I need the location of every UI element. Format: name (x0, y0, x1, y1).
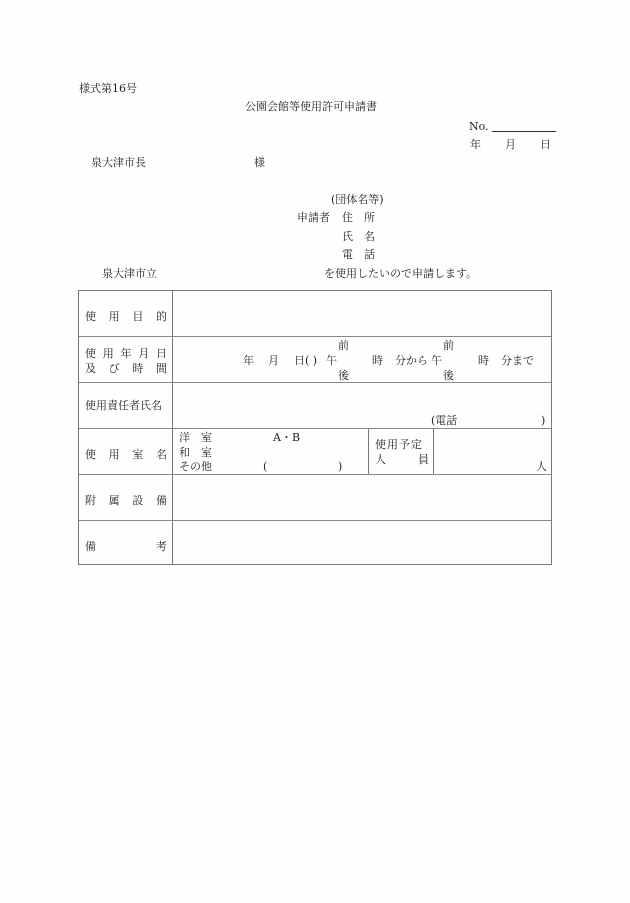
responsible-phone-open: (電話 (431, 414, 458, 427)
no-field-line (492, 120, 556, 132)
honorific: 様 (254, 156, 265, 169)
purpose-field[interactable] (173, 291, 551, 336)
am-label-1: 前 (338, 339, 349, 352)
pm-label-1: 後 (338, 369, 349, 382)
remarks-field[interactable] (173, 521, 551, 564)
responsible-person-label: 使用責任者氏名 (85, 399, 162, 412)
application-number[interactable] (469, 120, 556, 132)
group-name-label: (団体名等) (331, 193, 384, 206)
name-label: 氏 名 (342, 230, 375, 243)
datetime-label: 使 用 年 月 日 及 び 時 間 (85, 347, 167, 375)
applicant-label: 申請者 (297, 211, 330, 224)
japanese-room-option[interactable]: 和 室 (179, 446, 212, 459)
attendees-field[interactable] (434, 429, 551, 474)
noon-label-1: 午 (326, 354, 337, 367)
city-facility-label: 泉大津市立 (102, 267, 157, 280)
equipment-label: 附 属 設 備 (85, 494, 167, 507)
month-label: 月 (268, 354, 279, 367)
pm-label-2: 後 (443, 369, 454, 382)
minute-to-label: 分まで (501, 354, 534, 367)
page-title: 公園会館等使用許可申請書 (245, 100, 377, 113)
room-name-label: 使 用 室 名 (85, 448, 167, 461)
attendees-label: 使用予定 人 員 (375, 438, 429, 466)
other-room-close: ) (338, 460, 343, 473)
application-table (78, 290, 552, 565)
minute-from-label: 分から (395, 354, 428, 367)
date-day-label: 日 (540, 138, 551, 151)
western-room-option[interactable]: 洋 室 (179, 431, 212, 444)
datetime-field[interactable] (173, 337, 551, 382)
phone-label: 電 話 (342, 248, 375, 261)
room-divider (368, 429, 369, 474)
room-selection-field[interactable] (173, 429, 368, 474)
other-room-option[interactable]: その他 (179, 460, 212, 473)
form-number: 様式第16号 (79, 82, 137, 95)
purpose-label: 使 用 目 的 (85, 310, 167, 323)
am-label-2: 前 (443, 339, 454, 352)
responsible-phone-close: ) (541, 414, 546, 427)
date-year-label: 年 (470, 138, 481, 151)
request-statement: を使用したいので申請します。 (324, 267, 478, 280)
other-room-open: ( (263, 460, 268, 473)
noon-label-2: 午 (431, 354, 442, 367)
date-month-label: 月 (505, 138, 516, 151)
hour-label-1: 時 (372, 354, 383, 367)
attendees-unit: 人 (536, 460, 547, 473)
western-room-ab-option[interactable]: A・B (273, 431, 301, 444)
remarks-label: 備 考 (85, 540, 167, 553)
addressee: 泉大津市長 (91, 156, 146, 169)
address-label: 住 所 (342, 211, 375, 224)
equipment-field[interactable] (173, 475, 551, 520)
day-weekday-label: 日( ) (294, 354, 318, 367)
year-label: 年 (243, 354, 254, 367)
no-label: No. (469, 120, 489, 133)
hour-label-2: 時 (478, 354, 489, 367)
responsible-person-field[interactable] (173, 383, 551, 428)
